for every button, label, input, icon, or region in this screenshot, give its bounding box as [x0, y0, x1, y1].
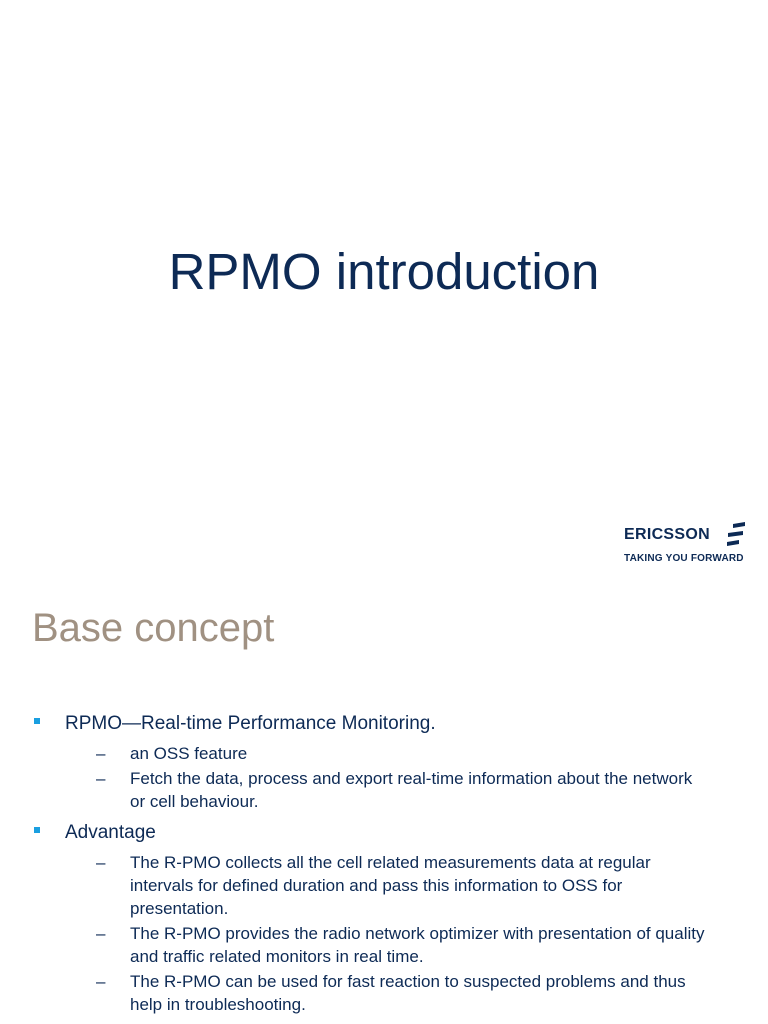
sub-bullet-text: The R-PMO can be used for fast reaction to suspected problems and thus help in troubleshooting.	[130, 972, 686, 1014]
sub-bullet-text: The R-PMO collects all the cell related measurements data at regular intervals for defined duration and pass this information to OSS for presentation.	[130, 853, 651, 918]
dash-bullet-icon: –	[96, 924, 106, 943]
sub-bullet-item	[0, 970, 710, 1016]
square-bullet-icon	[34, 718, 40, 724]
ericsson-logo	[620, 520, 752, 568]
dash-bullet-icon: –	[96, 853, 106, 872]
ericsson-mark-icon	[725, 522, 747, 548]
logo-tagline: TAKING YOU FORWARD	[624, 553, 744, 564]
bullet-item	[0, 712, 768, 736]
bullet-item	[0, 821, 768, 845]
slide-title: RPMO introduction	[168, 243, 600, 300]
sub-bullet-text: Fetch the data, process and export real-time information about the network or cell behaviour.	[130, 769, 693, 811]
dash-bullet-icon: –	[96, 972, 106, 991]
square-bullet-icon	[34, 827, 40, 833]
sub-bullet-item	[0, 922, 710, 968]
sub-bullet-item	[0, 851, 710, 920]
content-slide	[0, 578, 768, 1024]
sub-bullet-text: an OSS feature	[130, 744, 248, 763]
bullet-text: Advantage	[65, 822, 156, 843]
bullet-text: RPMO—Real-time Performance Monitoring.	[65, 713, 436, 734]
bullet-list	[0, 712, 768, 1018]
sub-bullet-text: The R-PMO provides the radio network optimizer with presentation of quality and traffic related monitors in real time.	[130, 924, 705, 966]
dash-bullet-icon: –	[96, 744, 106, 763]
sub-bullet-item	[0, 767, 710, 813]
sub-bullet-item	[0, 742, 710, 765]
dash-bullet-icon: –	[96, 769, 106, 788]
logo-wordmark: ERICSSON	[624, 526, 710, 543]
section-title: Base concept	[32, 606, 275, 650]
